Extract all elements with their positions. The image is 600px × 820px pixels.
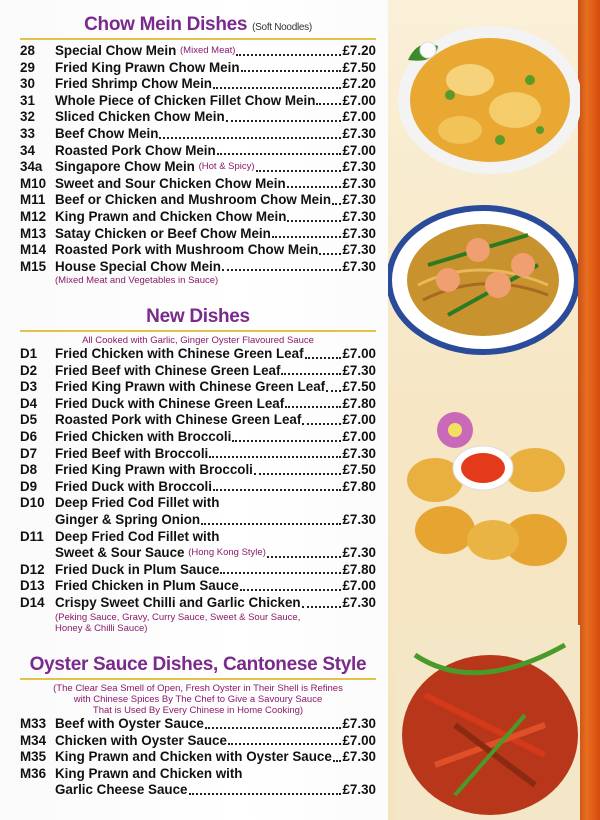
item-code: D6 [20, 428, 38, 444]
item-name: Fried Beef with Broccoli [55, 445, 209, 461]
leader-dots [220, 572, 341, 574]
intro-text: with Chinese Spices By The Chef to Give a Savoury Sauce [73, 694, 323, 705]
footnote: (Peking Sauce, Gravy, Curry Sauce, Sweet & Sour Sauce, [55, 611, 301, 623]
menu-item: D11 Deep Fried Cod Fillet with [20, 528, 220, 544]
item-name: Fried Shrimp Chow Mein [55, 76, 212, 92]
item-price: £7.30 [342, 175, 376, 191]
section-title: Chow Mein Dishes (Soft Noodles) [84, 14, 312, 35]
item-price: £7.00 [342, 578, 376, 594]
menu-item [20, 716, 376, 733]
item-price: £7.30 [342, 749, 376, 765]
item-price: £7.30 [342, 258, 376, 274]
divider [20, 330, 376, 332]
item-name: Roasted Pork with Mushroom Chow Mein [55, 242, 319, 258]
menu-item: D10 Deep Fried Cod Fillet with [20, 495, 220, 511]
item-name: Fried Duck with Chinese Green Leaf [55, 395, 285, 411]
leader-dots [256, 170, 342, 172]
leader-dots [319, 253, 341, 255]
menu-item [20, 43, 376, 60]
item-name: House Special Chow Mein [55, 258, 221, 274]
item-code: 28 [20, 43, 35, 58]
item-code: 32 [20, 109, 35, 125]
item-price: £7.20 [342, 76, 376, 92]
leader-dots [240, 589, 342, 591]
item-code: 33 [20, 125, 35, 141]
item-code: M34 [20, 732, 47, 748]
menu-item [20, 76, 376, 93]
item-name: Fried Duck with Broccoli [55, 478, 212, 494]
item-name: Satay Chicken or Beef Chow Mein [55, 225, 271, 241]
oyster-section [20, 654, 376, 799]
item-code: 29 [20, 59, 35, 75]
leader-dots [302, 423, 341, 425]
menu-item: M36 King Prawn and Chicken with [20, 765, 243, 781]
item-name: Sliced Chicken Chow Mein [55, 109, 225, 125]
item-name: Crispy Sweet Chilli and Garlic Chicken [55, 594, 301, 610]
leader-dots [209, 456, 341, 458]
item-code: M11 [20, 192, 46, 208]
chilli-beef-photo [395, 625, 580, 820]
section-title: Oyster Sauce Dishes, Cantonese Style [29, 654, 367, 675]
item-code: 34 [20, 142, 35, 158]
item-price: £7.00 [342, 732, 376, 748]
divider [20, 38, 376, 40]
leader-dots [228, 743, 342, 745]
item-price: £7.30 [342, 242, 376, 258]
menu-item [20, 363, 376, 380]
menu-item [20, 143, 376, 160]
item-code: D1 [20, 346, 38, 361]
leader-dots [159, 137, 341, 139]
item-price: £7.00 [342, 142, 376, 158]
item-name: Roasted Pork Chow Mein [55, 142, 216, 158]
leader-dots [326, 390, 341, 392]
item-price: £7.30 [342, 362, 376, 378]
item-price: £7.00 [342, 412, 376, 428]
item-code: D12 [20, 561, 45, 577]
item-name: Beef Chow Mein [55, 125, 159, 141]
menu-item [20, 192, 376, 209]
intro-text: (The Clear Sea Smell of Open, Fresh Oyster in Their Shell is Refines [53, 683, 343, 694]
item-name: Beef with Oyster Sauce [55, 716, 204, 731]
menu-item-cont: Garlic Cheese Sauce £7.30 [55, 782, 376, 798]
intro-text: All Cooked with Garlic, Ginger Oyster Flavoured Sauce [82, 335, 314, 346]
menu-item [20, 562, 376, 579]
leader-dots [285, 406, 341, 408]
menu-item [20, 226, 376, 243]
chow-mein-curry-photo [390, 10, 580, 180]
item-price: £7.30 [342, 716, 376, 731]
menu-item [20, 733, 376, 750]
item-name: Fried Chicken in Plum Sauce [55, 578, 239, 594]
item-price: £7.80 [342, 561, 376, 577]
item-code: M13 [20, 225, 47, 241]
item-name: Whole Piece of Chicken Fillet Chow Mein [55, 92, 316, 108]
leader-dots [213, 87, 342, 89]
menu-item [20, 396, 376, 413]
menu-item-cont: Ginger & Spring Onion £7.30 [55, 511, 376, 527]
item-price: £7.30 [342, 125, 376, 141]
item-name: Fried King Prawn with Chinese Green Leaf [55, 379, 326, 395]
item-code: 34a [20, 159, 43, 175]
item-code: D4 [20, 395, 38, 411]
item-price: £7.00 [342, 92, 376, 108]
item-price: £7.80 [342, 395, 376, 411]
item-code: D3 [20, 379, 38, 395]
item-name: Beef or Chicken and Mushroom Chow Mein [55, 192, 332, 208]
item-name: Roasted Pork with Chinese Green Leaf [55, 412, 302, 428]
menu-item [20, 412, 376, 429]
footnote: (Mixed Meat and Vegetables in Sauce) [55, 275, 219, 287]
fried-prawns-dip-photo [395, 400, 580, 585]
menu-item [20, 126, 376, 143]
leader-dots [232, 440, 341, 442]
menu-item [20, 109, 376, 126]
item-price: £7.30 [342, 594, 376, 610]
footnote: Honey & Chilli Sauce) [55, 622, 148, 634]
item-price: £7.50 [342, 59, 376, 75]
item-price: £7.50 [342, 462, 376, 478]
section-title: New Dishes [146, 306, 250, 327]
menu-item [20, 479, 376, 496]
item-code: D9 [20, 478, 38, 494]
item-price: £7.30 [342, 159, 376, 175]
leader-dots [287, 220, 341, 222]
menu-item [20, 578, 376, 595]
item-price: £7.00 [342, 346, 376, 361]
menu-item [20, 159, 376, 176]
leader-dots [281, 373, 341, 375]
leader-dots [254, 473, 342, 475]
item-code: M14 [20, 242, 47, 258]
item-price: £7.30 [342, 225, 376, 241]
leader-dots [226, 120, 342, 122]
menu-item [20, 429, 376, 446]
leader-dots [305, 357, 342, 359]
item-price: £7.30 [342, 445, 376, 461]
menu-item-cont: Sweet & Sour Sauce (Hong Kong Style) £7.30 [55, 545, 376, 561]
item-price: £7.20 [342, 43, 376, 58]
menu-item [20, 176, 376, 193]
prawn-noodles-photo [388, 205, 578, 355]
item-name: Fried Beef with Chinese Green Leaf [55, 362, 281, 378]
intro-text: That is Used By Every Chinese in Home Cooking) [92, 705, 304, 716]
item-price: £7.80 [342, 478, 376, 494]
menu-item [20, 749, 376, 766]
item-code: M15 [20, 258, 47, 274]
item-name: Fried King Prawn Chow Mein [55, 59, 240, 75]
leader-dots [205, 727, 342, 729]
leader-dots [217, 153, 342, 155]
item-code: D5 [20, 412, 38, 428]
menu-item [20, 93, 376, 110]
item-name: Fried Chicken with Broccoli [55, 428, 232, 444]
leader-dots [287, 186, 342, 188]
item-code: D7 [20, 445, 38, 461]
item-code: D8 [20, 462, 38, 478]
menu-item [20, 209, 376, 226]
leader-dots [302, 606, 342, 608]
item-price: £7.50 [342, 379, 376, 395]
item-price: £7.30 [342, 208, 376, 224]
orange-edge-strip [578, 0, 600, 820]
menu-item [20, 259, 376, 276]
item-name: King Prawn and Chicken with Oyster Sauce [55, 749, 332, 765]
item-name: Singapore Chow Mein [55, 159, 195, 175]
item-code: 30 [20, 76, 35, 92]
item-price: £7.30 [342, 192, 376, 208]
menu-item [20, 379, 376, 396]
menu-item [20, 346, 376, 363]
item-name: Special Chow Mein [55, 43, 177, 58]
leader-dots [332, 203, 341, 205]
item-code: M10 [20, 175, 47, 191]
item-code: D2 [20, 362, 38, 378]
menu-item [20, 60, 376, 77]
item-code: D13 [20, 578, 45, 594]
item-code: M35 [20, 749, 47, 765]
item-code: M33 [20, 716, 47, 731]
leader-dots [333, 760, 342, 762]
menu-item [20, 446, 376, 463]
leader-dots [316, 103, 341, 105]
item-name: Fried Chicken with Chinese Green Leaf [55, 346, 304, 361]
item-code: 31 [20, 92, 35, 108]
item-name: Sweet and Sour Chicken Chow Mein [55, 175, 286, 191]
leader-dots [236, 54, 341, 56]
leader-dots [272, 236, 342, 238]
menu-item [20, 595, 376, 612]
item-name: King Prawn and Chicken Chow Mein [55, 208, 287, 224]
new-dishes-section [20, 306, 376, 634]
menu-item [20, 462, 376, 479]
divider [20, 678, 376, 680]
leader-dots [213, 489, 341, 491]
menu-item [20, 242, 376, 259]
item-name: Fried King Prawn with Broccoli [55, 462, 253, 478]
item-name: Chicken with Oyster Sauce [55, 732, 227, 748]
leader-dots [222, 269, 342, 271]
leader-dots [241, 70, 342, 72]
item-name: Fried Duck in Plum Sauce [55, 561, 220, 577]
item-price: £7.00 [342, 109, 376, 125]
item-code: M12 [20, 208, 47, 224]
item-code: D14 [20, 594, 45, 610]
item-price: £7.00 [342, 428, 376, 444]
chow-mein-section [20, 14, 376, 286]
item-note: (Hot & Spicy) [198, 161, 255, 173]
item-note: (Mixed Meat) [180, 45, 236, 56]
